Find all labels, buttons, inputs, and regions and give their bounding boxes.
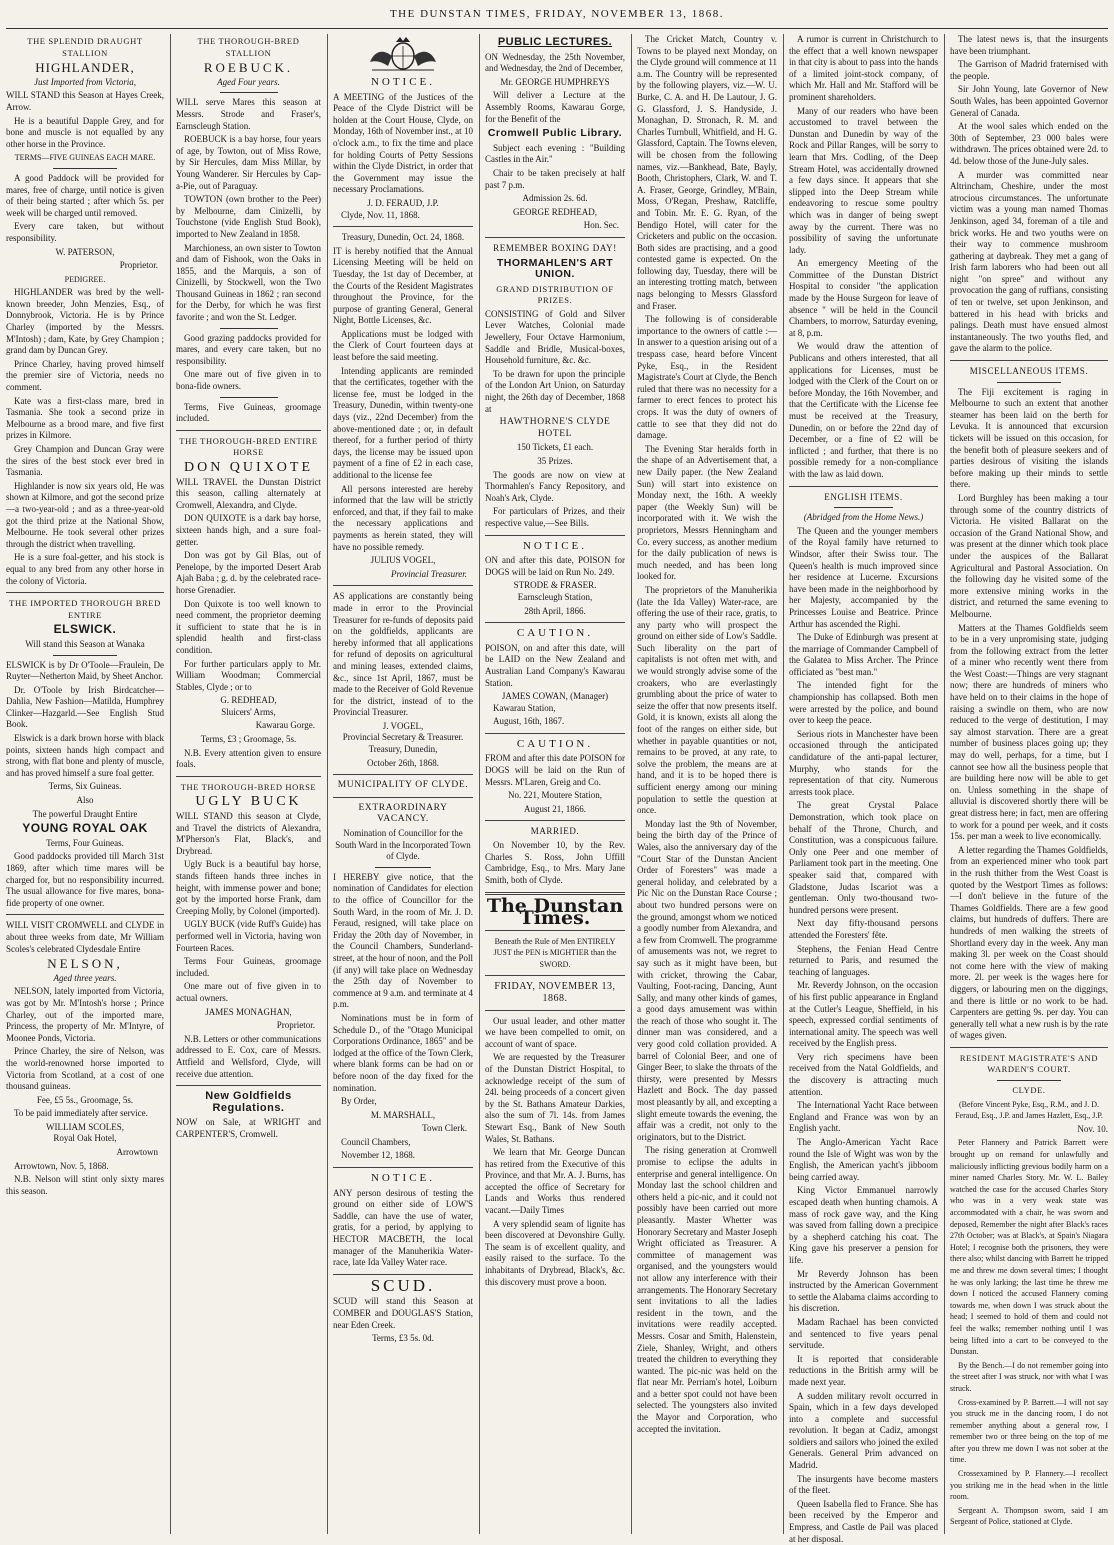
ad-text: DON QUIXOTE is a dark bay horse, sixteen hands high, and a sure foal-getter. (176, 513, 321, 547)
column-5 (637, 34, 777, 1534)
ad-subtitle: Aged three years. (53, 972, 117, 983)
article-text: The following is of considerable importance to the owners of cattle :—In answer to a question arising out of a trespass case, heard before Vincent Pyke, Esq., in the Resident Magistrate's Court at Clyde, the Bench ruled that there was no necessity for a farmer to erect fences to protect his crops. It was the duty of owners of cattle to see that they did not do damage. (637, 314, 777, 441)
ad-title: UGLY BUCK (195, 794, 302, 810)
ad-terms: TERMS—FIVE GUINEAS EACH MARE. (14, 153, 156, 163)
ad-text: WILL TRAVEL the Dunstan District this season, calling alternately at Cromwell, Alexandra, and Clyde. (176, 476, 321, 510)
notice-title: NOTICE. (370, 1172, 436, 1185)
notice-text: ANY person desirous of testing the ground on either side of LOW'S Saddle, can have the use of water, gratis, for a period, by applying to HECTOR MACBETH, the local manager of the Manuherikia Water-race, late Ida Valley Water race. (333, 1187, 473, 1268)
divider (333, 1167, 473, 1168)
divider (485, 930, 625, 931)
ad-text: Ugly Buck is a beautiful bay horse, stands fifteen hands three inches in height, with immense power and bone; got by the imported horse Frank, dam Creeping Molly, by Colonel (imported). (176, 859, 321, 916)
ad-text: Elswick is a dark brown horse with black points, sixteen hands high compact and strong, with flat bone and plenty of muscle, and has proved himself a sure foal getter. (6, 733, 164, 778)
article-text: The rising generation at Cromwell promise to eclipse the adults in enterprise and general intelligence. On Monday last the school children and others held a pic-nic, and it could not possibly have been carried out more pleasantly. Master Whetter was Honorary Secretary and Master Joseph Wright officiated as Treasurer. A committee of management was organised, and the youngsters would not allow any interference with their arrangements. The Honorary Secretary sent invitations to all the ladies resident in the town, and the invitations were readily accepted. Messrs. Cosar and Smith, Halenstein, Ziele, Shanley, Wright, and others treated the children to everything they wanted. The pic-nic was held on the flat near Mr. Perriam's hotel, Loiburn and a better spot could not have been selected. The youngsters also invited the Mayor and Corporation, who accepted the invitation. (637, 1145, 777, 1434)
ad-title: ELSWICK. (53, 622, 117, 637)
ad-text: NELSON, lately imported from Victoria, was got by Mr. M'Intosh's horse ; Prince Charley, out of the imported mare, Princess, the property of Mr. M'Intyre, of Moonee Ponds, Victoria. (6, 986, 164, 1043)
ad-subtitle: Will stand this Season at Wanaka (25, 638, 145, 649)
notice-text: On November 10, by the Rev. Charles S. Ross, John Uffill Cambridge, Esq., to Mrs. Mary Jane Smith, both of Clyde. (485, 840, 625, 885)
divider (950, 1047, 1108, 1048)
notice-title: EXTRAORDINARY VACANCY. (358, 802, 448, 825)
article-text: The proprietors of the Manuherikia (late the Ida Valley) Water-race, are offering the use of their race, gratis, to any party who will prospect the ground on either side of Low's Saddle. Such liberality on the part of capitalists is not often met with, and we would strongly advise some of the croakers, who are everlastingly grumbling about the price of water to seize the offer that now presents itself. Gold, it is known, exists all along the foot of the ranges on either side, but whether in payable quantities or not, remains to be proved, at any rate, to solve the problem, the means are at hand, and it is to be hoped there is sufficient energy among our mining population to settle the question at once. (637, 584, 777, 816)
ad-text: WILL STAND this Season at Hayes Creek, Arrow. (6, 90, 164, 112)
article-text: Many of our readers who have been accustomed to travel between the Dunstan and Dunedin by way of the Rock and Pillar Ranges, will be sorry to learn that Mrs. Codling, of the Deep Stream Hotel, was accidentally drowned a few days since. It appears that she slipped into the Deep Stream while endeavoring to rescue some poultry which was in danger of being swept away by the current. There was no possibility of saving the unfortunate lady. (789, 105, 938, 255)
signature-title: Provincial Treasurer. (391, 568, 467, 579)
article-text: The Fiji excitement is raging in Melbourne to such an extent that another steamer has been laid on the berth for Levuka. It is announced that excursion tickets will be issued on this occasion, for the benefit both of pleasure seekers and of parties desirous of visiting the islands before making up their minds to settle there. (950, 386, 1108, 490)
column-rule (944, 34, 945, 1534)
section-label: PEDIGREE. (64, 274, 106, 284)
article-text: Peter Flannery and Patrick Barrett were brought up on remand for unlawfully and maliciously inflicting grevious bodily harm on a miner named Charles Story. Mr. W. L. Bailey watched the case for the accused Charles Story who was in a very weak state was accommodated with a chair, he was sworn and deposed, Remember the night after Black's races 27th October; was at Black's, at Spain's Niagara Hotel; I recognise both the prisoners, they were there also; whilst dancing with Barrett he tripped me and threw me down several times; I thought he was only larking; the last time he threw me down I noticed the accused Flannery coming towards me, when down I was struck about the head; I seemed to hold of them and could not feel the walks; remember nothing until I was being lifted into a cart to be conveyed to the Dunstan. (950, 1138, 1108, 1357)
notice-text: Council Chambers, (341, 1136, 411, 1147)
header-rule (6, 28, 1108, 29)
signature-title: Arrowtown (116, 1147, 158, 1158)
dateline: FRIDAY, NOVEMBER 13, 1868. (494, 981, 616, 1004)
notice-title: NOTICE. (522, 539, 588, 552)
ad-text: 35 Prizes. (537, 456, 573, 466)
ad-terms: Terms, Four Guineas. (46, 837, 124, 848)
separator (53, 168, 116, 169)
ad-heading: THE THOROUGH-BRED STALLION (197, 36, 300, 58)
ad-text: HIGHLANDER was bred by the well-known breeder, John Menzies, Esq., of Donnybrook, Victoria. He is by Prince Charley (imported by the Messrs. M'Intosh) ; dam, Kate, by Grey Champion ; grand dam by Duncan Grey. (6, 287, 164, 356)
ad-heading: THE THOROUGH-BRED ENTIRE HORSE (179, 435, 318, 458)
divider (176, 1085, 321, 1086)
ad-text: NOW on Sale, at WRIGHT and CARPENTER'S, Cromwell. (176, 1117, 321, 1139)
page-header: THE DUNSTAN TIMES, FRIDAY, NOVEMBER 13, 1868. (389, 8, 725, 20)
ad-text: To be paid immediately after service. (14, 1108, 148, 1119)
signature: WILLIAM SCOLES, (46, 1121, 124, 1132)
ad-title: THORMAHLEN'S ART UNION. (496, 256, 614, 281)
separator (220, 328, 278, 329)
article-date: Nov. 10. (1077, 1123, 1108, 1134)
column-7 (950, 34, 1108, 1534)
ad-text: Good paddocks provided till March 31st 1869, after which time mares will be charged for, but no responsibility incurred. The usual allowance for five mares, bona-fide property of one owner. (6, 851, 164, 908)
signature: J. D. FERAUD, J.P. (367, 197, 439, 208)
ad-text: WILL VISIT CROMWELL and CLYDE in about three weeks from date, Mr William Scoles's celebrated Clydesdale Entire (6, 920, 164, 954)
ad-text: Prince Charley, having proved himself the premier sire of Victoria, needs no comment. (6, 358, 164, 393)
notice-text: POISON, on and after this date, will be LAID on the New Zealand and Australian Land Company's Kawarau Station. (485, 642, 625, 688)
article-text: Mr. Reverdy Johnson, on the occasion of his first public appearance in England at the Cutler's League, Sheffield, in his speech, expressed cordial sentiments of international amity. The speech was well received by the English press. (789, 980, 938, 1049)
article-text: By the Bench.—I do not remember going into the street after I was struck, nor with what I was struck. (950, 1360, 1108, 1393)
article-text: Madam Rachael has been convicted and sentenced to five years penal servitude. (789, 1316, 938, 1351)
ad-text: Subject each evening : "Building Castles in the Air." (485, 142, 625, 165)
article-text: Matters at the Thames Goldfields seem to be in a very unpromising state, judging from the following extract from the letter of a miner who recently went there from the West Coast:—Things are very stagnant now; there are hundreds of miners who have held on to their claims in the hope of raising a swindle on them, who are now reduced to the verge of destitution, I may say almost starvation. There are a great number of business places going up; they may do well, perhaps, for a time, but I cannot see how all the business people that are building here now will be able to get on. Unless something in the shape of alluvial is discovered shortly there will be great distress here; in fact, men are offering to work for a pound per week, and it costs 15s. per man a week to live economically. (950, 622, 1108, 842)
column-rule (170, 34, 171, 1534)
signature: G. REDHEAD, (220, 695, 277, 706)
ad-text: A good Paddock will be provided for mares, free of charge, until notice is given of their being started ; after which 5s. per week will be charged until removed. (6, 172, 164, 218)
divider (333, 774, 473, 775)
ad-title: PUBLIC LECTURES. (497, 36, 613, 48)
ad-heading: REMEMBER BOXING DAY! (493, 242, 617, 253)
divider (485, 1010, 625, 1011)
notice-title: CAUTION. (516, 627, 594, 640)
notice-text: Treasury, Dunedin, (368, 744, 438, 755)
signature-title: Royal Oak Hotel, (53, 1133, 117, 1144)
ad-text: Every care taken, but without responsibility. (6, 221, 164, 243)
ad-text: Admission 2s. 6d. (522, 193, 588, 204)
divider (485, 622, 625, 623)
ad-text: CONSISTING of Gold and Silver Lever Watches, Colonial made Jewellery, Four Octave Harmonium, Saddle and Bridle, Musical-boxes, Household furniture, &c. &c. (485, 308, 625, 366)
notice-text: October 26th, 1868. (367, 757, 439, 768)
article-text: At the wool sales which ended on the 30th of September, 23 000 bales were withdrawn. The prices obtained were 2d. to 4d. below those of the June-July sales. (950, 121, 1108, 166)
notice-text: Intending applicants are reminded that the certificates, together with the license fee, must be lodged in the Treasury, Dunedin, within twenty-one days (viz., 22nd December) from the above-mentioned date ; or, in default thereof, for a further period of thirty days, the license may be issued upon payment of a fine of £2 in each case, additional to the license fee (333, 365, 473, 480)
divider (485, 733, 625, 734)
notice-text: Treasury, Dunedin, Oct. 24, 1868. (341, 232, 465, 243)
masthead: The Dunstan Times. (486, 895, 624, 929)
article-text: Crossexamined by P. Flannery.—I recollect you striking me in the head when in the little room. (950, 1469, 1108, 1502)
signature: W. PATERSON, (55, 246, 115, 257)
ad-text: Terms Four Guineas, groomage included. (176, 956, 321, 978)
notice-title: NOTICE. (370, 76, 436, 88)
ad-text: Good grazing paddocks provided for mares, and every care taken, but no responsibility. (176, 332, 321, 366)
ad-title: ROEBUCK. (203, 60, 294, 76)
ad-text: One mare out of five given in to bona-fide owners. (176, 369, 321, 392)
separator (220, 397, 278, 398)
ad-text: Don Quixote is too well known to need comment, the proprietor deeming it sufficient to state that he is in splendid health and first-class condition. (176, 598, 321, 655)
article-text: Very rich specimens have been received from the Natal Goldfields, and the discovery is attracting much attention. (789, 1051, 938, 1097)
ad-text: Chair to be taken precisely at half past 7 p.m. (485, 167, 625, 190)
signature: JAMES MONAGHAN, (205, 1006, 292, 1017)
signature-title: Town Clerk. (422, 1123, 467, 1134)
separator (220, 92, 278, 93)
article-text: (Before Vincent Pyke, Esq., R.M., and J. D. Feraud, Esq., J.P. and James Hazlett, Esq., J.P. (955, 1099, 1103, 1121)
divider (333, 797, 473, 798)
notice-title: CAUTION. (516, 737, 594, 750)
article-text: Lord Burghley has been making a tour through some of the country districts of Victoria. He visited Ballarat on the occasion of the Grand National Show, and was present at the dinner which took place under the auspices of the Ballarat Agricultural and Pastoral Association. On the following day he visited some of the more extensive mining works in the district, and returned the same evening to Melbourne. (950, 492, 1108, 619)
divider (176, 776, 321, 777)
article-text: We learn that Mr. George Duncan has retired from the Executive of this Province, and that Mr. A. J. Burns, has accepted the office of Secretary for Lands and Works thus rendered vacant.—Daily Times (485, 1147, 625, 1216)
signature: STRODE & FRASER. (513, 580, 597, 591)
signature-title: Provincial Secretary & Treasurer. (342, 732, 464, 743)
article-text: We would draw the attention of Publicans and others interested, that all applications for Licenses, must be lodged with the Clerk of the Court on or before Monday, the 16th November, and that the Certificate with the License fee must be received at the Treasury, Dunedin, on or before the 22nd day of December, or a fine of £2 will be inflicted ; and further, that there is no possible remedy for a non-compliance with the law as laid down. (789, 341, 938, 479)
notice-text: August, 16th, 1867. (493, 716, 565, 727)
ad-text: One mare out of five given in to actual owners. (176, 981, 321, 1003)
ad-heading: THE THOROUGH-BRED HORSE (180, 781, 317, 792)
ad-heading: THE IMPORTED THOROUGH BRED ENTIRE (9, 598, 161, 620)
article-text: We are requested by the Treasurer of the Dunstan District Hospital, to acknowledge receipt of the sum of 24l. being proceeds of a concert given by the St. Bathans Amateur Darkies, also the sum of 7l. 14s. from James Stewart Esq., Bank of New South Wales, St. Bathans. (485, 1052, 625, 1144)
ad-text: Also (76, 795, 94, 806)
article-text: A sudden military revolt occurred in Spain, which in a few days developed into a complete and successful revolution. It began at Cadiz, amongst soldiers and sailors who joined the exiled Generals. General Prim advanced on Madrid. (789, 1390, 938, 1471)
separator (834, 507, 894, 508)
divider (333, 226, 473, 227)
divider (6, 592, 164, 593)
article-text: The Duke of Edinburgh was present at the marriage of Commander Campbell of the Galatea to Miss Archer. The Prince officiated as "best man." (789, 632, 938, 677)
article-text: Our usual leader, and other matter we have been compelled to omit, on account of want of space. (485, 1015, 625, 1049)
ad-title: HIGHLANDER, (35, 60, 135, 76)
notice-text: By Order, (341, 1096, 377, 1107)
notice-text: November 12, 1868. (341, 1150, 415, 1161)
section-title: MARRIED. (530, 826, 580, 837)
royal-crest-icon (358, 34, 448, 74)
signature: M. MARSHALL, (370, 1109, 436, 1120)
article-text: Mr Reverdy Johnson has been instructed by the American Government to settle the Alabama claims according to his discretion. (789, 1268, 938, 1314)
ad-text: N.B. Letters or other communications addressed to E. Cox, care of Messrs. Attfield and Wellsford, Clyde, will receive due attention. (176, 1033, 321, 1079)
notice-text: Earnscleugh Station, (517, 591, 593, 602)
column-4 (485, 34, 625, 1534)
ad-text: To be drawn for upon the principle of the London Art Union, on Saturday night, the 26th day of December, 1868 at (485, 368, 625, 414)
column-rule (631, 34, 632, 1534)
article-text: Sir John Young, late Governor of New South Wales, has been appointed Governor General of Canada. (950, 84, 1108, 118)
article-text: A letter regarding the Thames Goldfields, from an experienced miner who took part in the rush thither from the West Coast is quoted by the Westport Times as follows:—I don't believe in the future of the Thames Goldfields. There are a few good claims, but hundreds of duffers. There are hundreds of men walking the streets of Shortland every day in the week. Any man making 3l. per week on the Coast should not come here with the view of making more. 2l. per week is the wages here for diggers, or labouring men on the diggings, and there is little or no work to be had. Carpenters are getting 9s. per day. You can generally tell what a new rush is by the rate of wages given. (950, 844, 1108, 1041)
separator (375, 867, 431, 868)
notice-text: All persons interested are hereby informed that the law will be strictly enforced, and that, if they fail to make the necessary applications and payments as herein stated, they will have no possible remedy. (333, 483, 473, 552)
ad-heading: THE SPLENDID DRAUGHT STALLION (27, 36, 143, 58)
ad-text: ON Wednesday, the 25th November, and Wednesday, the 2nd of December, (485, 51, 625, 74)
article-text: An emergency Meeting of the Committee of the Dunstan District Hospital to consider "the application made by the House Surgeon for leave of absence " will be held in the Council Chambers, to morrow, Saturday evening, at 8, p.m. (789, 258, 938, 338)
notice-text: FROM and after this date POISON for DOGS will be laid on the Run of Messrs. M'Laren, Greig and Co. (485, 753, 625, 787)
article-text: The insurgents have become masters of the fleet. (789, 1473, 938, 1496)
column-rule (479, 34, 480, 1534)
ad-text: Terms, Five Guineas, groomage included. (176, 401, 321, 424)
ad-text: WILL STAND this season at Clyde, and Travel the districts of Alexandra, M'Pherson's Flat, Black's, and Drybread. (176, 811, 321, 856)
separator (997, 382, 1060, 383)
ad-text: Marchioness, an own sister to Towton and dam of Fishook, won the Oaks in 1855, and the Marquis, a son of Cinizelli, by Stockwell, won the Two Thousand Guineas in 1862 ; ran second for the Derby, for which he was first favorite ; and won the St. Ledger. (176, 242, 321, 323)
notice-text: No. 221, Moutere Station, (508, 790, 602, 801)
signature-title: Hon. Sec. (583, 220, 619, 231)
notice-text: Kawarau Station, (493, 702, 556, 713)
article-text: The Anglo-American Yacht Race round the Isle of Wight was won by the English, the American yacht's jibboom being carried away. (789, 1137, 938, 1182)
ad-title: New Goldfields Regulations. (205, 1090, 292, 1114)
signature-title: Kawarau Gorge. (255, 720, 315, 731)
ad-subtitle: Just Imported from Victoria, (34, 76, 136, 87)
section-title: RESIDENT MAGISTRATE'S AND WARDEN'S COURT. (959, 1052, 1099, 1075)
ad-text: Prince Charley, the sire of Nelson, was the world-renowned horse imported to Victoria from Scotland, at a cost of one thousand guineas. (6, 1046, 164, 1092)
ad-heading: HAWTHORNE'S CLYDE HOTEL (499, 417, 611, 439)
ad-text: ELSWICK is by Dr O'Toole—Fraulein, De Ruyter—Netherton Maid, by Sheet Anchor. (6, 659, 164, 682)
section-subtitle: CLYDE. (1012, 1085, 1046, 1096)
ad-text: Dr. O'Toole by Irish Birdcatcher—Dahlia, New Fashion—Matilda, Humphrey Clinker—Hazgarld.—See English Stud Book. (6, 684, 164, 730)
section-subtitle: (Abridged from the Home News.) (803, 512, 924, 523)
notice-text: August 21, 1866. (523, 803, 586, 814)
article-text: Next day fifty-thousand persons attended the Foresters' fête. (789, 918, 938, 940)
notice-text: I HEREBY give notice, that the nomination of Candidates for election to the office of Councillor for the South Ward, in the room of Mr. J. D. Feraud, resigned, will take place on Friday the 20th day of November, in the Council Chambers, Sunderland-street, at the hour of noon, and the Poll (if any) will take place on Wednesday the 25th day of November to commence at 9 a.m. and terminate at 4 p.m. (333, 871, 473, 1010)
notice-title: MUNICIPALITY OF CLYDE. (337, 780, 469, 791)
ad-text: Arrowtown, Nov. 5, 1868. (14, 1160, 109, 1171)
separator (997, 1080, 1060, 1081)
article-text: Monday last the 9th of November, being the birth day of the Prince of Wales, also the anniversary day of the "Court Star of the Dunstan Ancient Order of Foresters" was made a general holiday, and celebrated by a Pic Nic on the Dunstan Race Course ; about two hundred persons were on the ground, amongst whom we noticed a goodly number from Alexandra, and a few from Cromwell. The programme of amusements was not, we regret to say such as it might have been, but with cricket, throwing the Cabar, Vaulting, Foot-racing, Dancing, Aunt Sally, and many other kinds of games, a good days amusement was within the reach of those who sought it. The dinner man was considered, and a very good cold collation provided. A barrel of Colonial Beer, and one of Ginger Beer, to slake the throats of the thirsty, were presented by Messrs Hazlett and Bock. The day passed most pleasantly by all, and excepting a slight emeute towards the evening, the affair was a credit, not only to the originators, but to the District. (637, 818, 777, 1142)
ad-title: Cromwell Public Library. (487, 127, 623, 140)
ad-terms: Terms, £3 5s. 0d. (372, 1333, 434, 1344)
ad-text: For particulars of Prizes, and their respective value,—See Bills. (485, 506, 625, 528)
ad-terms: Terms, Six Guineas. (48, 781, 122, 792)
divider (950, 360, 1108, 361)
divider (485, 535, 625, 536)
section-title: ENGLISH ITEMS. (824, 491, 903, 502)
ad-text: He is a beautiful Dapple Grey, and for bone and muscle is not equalled by any other horse in the Province. (6, 115, 164, 149)
signature-title: Proprietor. (276, 1020, 315, 1031)
article-text: A murder was committed near Altrincham, Cheshire, under the most atrocious circumstances. The unfortunate victim was a young man named Thomas Jenkinson, aged 34, foreman of a tile and brick works. He and two youths were on their way to commence mushroom gathering at daybreak. They met a gang of Irish farm laborers who had been out all night "on spree" and without any provocation the gang of ruffians, consisting of ten or twelve, set upon Jenkinson, and battered in his head with bricks and palings. Death must have ensued almost instantaneously. The two youths fled, and gave the alarm to the police. (950, 169, 1108, 354)
ad-text: The goods are now on view at Thormahlen's Fancy Repository, and Noah's Ark, Clyde. (485, 469, 625, 503)
ad-text: 150 Tickets, £1 each. (516, 442, 594, 453)
article-text: The Evening Star heralds forth in the shape of an Advertisement that, a new Daily paper. (the New Zealand Sun) will start into existence on Monday next, the 16th. A weekly paper (the Weekly Sun) will be incorporated with it. We wish the proprietors, Messrs Henningham and Co. every success, as another medium for the daily publication of news is much needed, and has been long looked for. (637, 443, 777, 582)
article-text: A very splendid seam of lignite has been discovered at Devonshire Gully. The seam is of excellent quality, and easily raised to the surface. To the inhabitants of Drybread, Black's, &c. this discovery must prove a boon. (485, 1218, 625, 1287)
article-text: It is reported that considerable reductions in the British army will be made next year. (789, 1353, 938, 1387)
ad-text: SCUD will stand this Season at COMBER and DOUGLAS'S Station, near Eden Creek. (333, 1296, 473, 1330)
ad-text: Kate was a first-class mare, bred in Tasmania. She took a second prize in Melbourne as a brood mare, and five first prizes in Kilmore. (6, 395, 164, 441)
signature: J. VOGEL, (382, 720, 424, 731)
column-6 (789, 34, 938, 1544)
ad-text: The powerful Draught Entire (32, 808, 138, 819)
separator (53, 655, 116, 656)
ad-text: Mr. GEORGE HUMPHREYS (500, 76, 610, 87)
column-3 (333, 34, 473, 1534)
ad-title: NELSON, (47, 956, 123, 972)
article-text: Sergeant A. Thompson sworn, said I am Sergeant of Police, stationed at Clyde. (950, 1505, 1108, 1527)
article-text: The International Yacht Race between England and France was won by an English yacht. (789, 1100, 938, 1134)
article-text: Cross-examined by P. Barrett.—I will not say you struck me in the dancing room, I do not remember anything about a general row, I remember two or three being on the top of me after you threw me down I was not sober at the time. (950, 1397, 1108, 1465)
signature: GEORGE REDHEAD, (513, 206, 597, 217)
notice-text: 28th April, 1866. (524, 605, 586, 616)
section-title: MISCELLANEOUS ITEMS. (969, 366, 1089, 377)
divider (6, 914, 164, 915)
ad-text: For further particulars apply to Mr. William Woodman; Commercial Stables, Clyde ; or to (176, 658, 321, 692)
ad-text: Will deliver a Lecture at the Assembly Rooms, Kawarau Gorge, for the Benefit of the (485, 90, 625, 124)
notice-text: Clyde, Nov. 11, 1868. (341, 209, 420, 220)
signature: JULIUS VOGEL, (370, 555, 436, 566)
divider (485, 237, 625, 238)
signature-title: Sluicers' Arms, (221, 706, 276, 717)
article-text: The Garrison of Madrid fraternised with the people. (950, 59, 1108, 81)
ad-text: Grey Champion and Duncan Gray were the sires of the best stock ever bred in Tasmania. (6, 444, 164, 478)
notice-text: Applications must be lodged with the Clerk of Court fourteen days at least before the said meeting. (333, 328, 473, 363)
ad-text: TOWTON (own brother to the Peer) by Melbourne, dam Cinizelli, by Touchstone (vide English Stud Book), imported to New Zealand in 1858. (176, 194, 321, 239)
article-text: The great Crystal Palace Demonstration, which took place on behalf of the Throne, Church, and Constitution, was a conspicuous failure. Only one Peer and one member of Parliament took part in the meeting. One speaker said that, compared with Gladstone, Judas Iscariot was a gentleman. Only two-thousand two-hundred persons were present. (789, 800, 938, 915)
column-2 (176, 34, 321, 1534)
column-1 (6, 34, 164, 1534)
article-text: The latest news is, that the insurgents have been triumphant. (950, 34, 1108, 56)
ad-title: YOUNG ROYAL OAK (22, 821, 148, 836)
article-text: Queen Isabella fled to France. She has been received by the Emperor and Empress, and Castle de Pail was placed at her disposal. (789, 1498, 938, 1544)
ad-title: SCUD. (370, 1275, 436, 1295)
notice-text: IT is hereby notified that the Annual Licensing Meeting will be held on Tuesday, the 1st day of December, at the Courts of the Resident Magistrates throughout the Province, for the purpose of granting General, General Night, Bottle Licenses, &c. (333, 245, 473, 326)
ad-text: UGLY BUCK (vide Ruff's Guide) has performed well in Victoria, having won Fourteen Races. (176, 919, 321, 953)
divider (333, 585, 473, 586)
notice-text: A MEETING of the Justices of the Peace of the Clyde District will be holden at the Court House, Clyde, on Monday, 16th of November inst., at 10 o'clock a.m., to fix the time and place for holding Courts of Petty Sessions within the Clyde District, in order that the Government may issue the necessary Proclamations. (333, 91, 473, 195)
ad-text: Don was got by Gil Blas, out of Penelope, by the imported Desert Arab Ajah Baba ; g. d. by the celebrated race-horse Grenadier. (176, 550, 321, 595)
divider (485, 820, 625, 821)
article-text: The Queen and the younger members of the Royal family have returned to Windsor, after their Swiss tour. The Queen's health is much improved since her residence at Lucerne. Excursions have been made in the neighborhood by her Majesty, accompanied by the Princesses Louise and Beatrice. Prince Arthur has ascended the Righi. (789, 525, 938, 629)
article-text: Serious riots in Manchester have been occasioned through the anticipated candidature of the anti-papal lecturer, Murphy, who stands for the representation of that city. Numerous arrests took place. (789, 728, 938, 797)
ad-text: Highlander is now six years old, He was shown at Kilmore, and got the second prize—a two-year-old ; and as a three-year-old got the third prize at the National Show, Melbourne. He took several other prizes through the district when travelling. (6, 480, 164, 549)
divider (333, 1274, 473, 1275)
divider (176, 430, 321, 431)
ad-title: DON QUIXOTE (183, 460, 314, 475)
ad-terms: Fee, £5 5s., Groomage, 5s. (36, 1094, 134, 1105)
notice-text: AS applications are constantly being made in error to the Provincial Treasurer for re-funds of deposits paid on the goldfields, applicants are hereby informed that all applications for refund of deposits on agricultural and mining leases, extended claims, &c., since 1st April, 1867, must be made to the Receiver of Gold Revenue for the district, instead of to the Provincial Treasurer. (333, 591, 473, 718)
masthead-motto: Beneath the Rule of Men ENTIRELY JUST the PEN is MIGHTIER than the SWORD. (493, 936, 617, 969)
article-text: The Cricket Match, Country v. Towns to be played next Monday, on the Clyde ground will commence at 11 a.m. The Country will be represented by the following players, viz.—W. U. Burke, C. A. and H. De Lautour, J. G. G. Glassford, J. S. Handyside, J. Monaghan, D. Stronach, R. M. and Charles Turnbull, Whitfield, and H. G. Glassford, Captain. The Towns eleven, will be chosen from the following names, viz.—Bankhead, Bate, Bayly, Booth, Christophers, Clark, W. and T. A. Fraser, George, Grindley, M'Bain, Moss, O'Regan, Preshaw, Ratcliffe, and Tobin. Mr. E. G. Ryan, of the Bendigo Hotel, will cater for the Cricketers and public on the occasion. Both sides are practising, and a good contested game is expected. On the following day, Tuesday, there will be an interesting trotting match, between nags belonging to Messrs Glassford and Fraser. (637, 34, 777, 311)
ad-heading: GRAND DISTRIBUTION OF PRIZES. (496, 283, 614, 306)
ad-terms: Terms, £3 ; Groomage, 5s. (200, 734, 297, 745)
ad-text: WILL serve Mares this season at Messrs. Strode and Fraser's, Earnscleugh Station. (176, 97, 321, 131)
notice-text: Nominations must be in form of Schedule D., of the "Otago Municipal Corporations Ordinance, 1865" and be lodged at the office of the Town Clerk, where blank forms can be had on or before noon of the day fixed for the nomination. (333, 1012, 473, 1093)
divider (485, 975, 625, 976)
ad-text: N.B. Every attention given to ensure foals. (176, 747, 321, 770)
ad-text: ROEBUCK is a bay horse, four years of age, by Towton, out of Miss Rowe, by Sir Hercules, dam Miss Millar, by Young Wanderer. Sir Hercules by Cap-a-Pie, out of Paraguay. (176, 134, 321, 191)
divider (789, 486, 938, 487)
article-text: The intended fight for the championship has collapsed. Both men were arrested by the police, and bound over to keep the peace. (789, 680, 938, 726)
article-text: A rumor is current in Christchurch to the effect that a well known newspaper in that city is about to pass into the hands of a limited joint-stock company, of which Mr. Hall and Mr. Stafford will be prominent shareholders. (789, 34, 938, 102)
article-text: King Victor Emmanuel narrowly escaped death when hunting chamois. A mass of rock gave way, and the King was saved from falling down a precipice by a shepherd catching his coat. The King gave his preserver a pension for life. (789, 1185, 938, 1265)
notice-text: ON and after this date, POISON for DOGS will be laid on Run No. 249. (485, 555, 625, 577)
ad-subtitle: Aged Four years. (217, 76, 280, 87)
signature: JAMES COWAN, (Manager) (501, 691, 609, 702)
column-rule (783, 34, 784, 1534)
signature-title: Proprietor. (119, 260, 158, 271)
ad-text: N.B. Nelson will stint only sixty mares this season. (6, 1174, 164, 1196)
article-text: Stephens, the Fenian Head Centre returned to Paris, and resumed the teaching of languages. (789, 943, 938, 977)
column-rule (327, 34, 328, 1534)
notice-text: Nomination of Councillor for the South Ward in the Incorporated Town of Clyde. (335, 828, 471, 862)
ad-text: He is a sure foal-getter, and his stock is equal to any bred from any other horse in the colony of Victoria. (6, 552, 164, 586)
